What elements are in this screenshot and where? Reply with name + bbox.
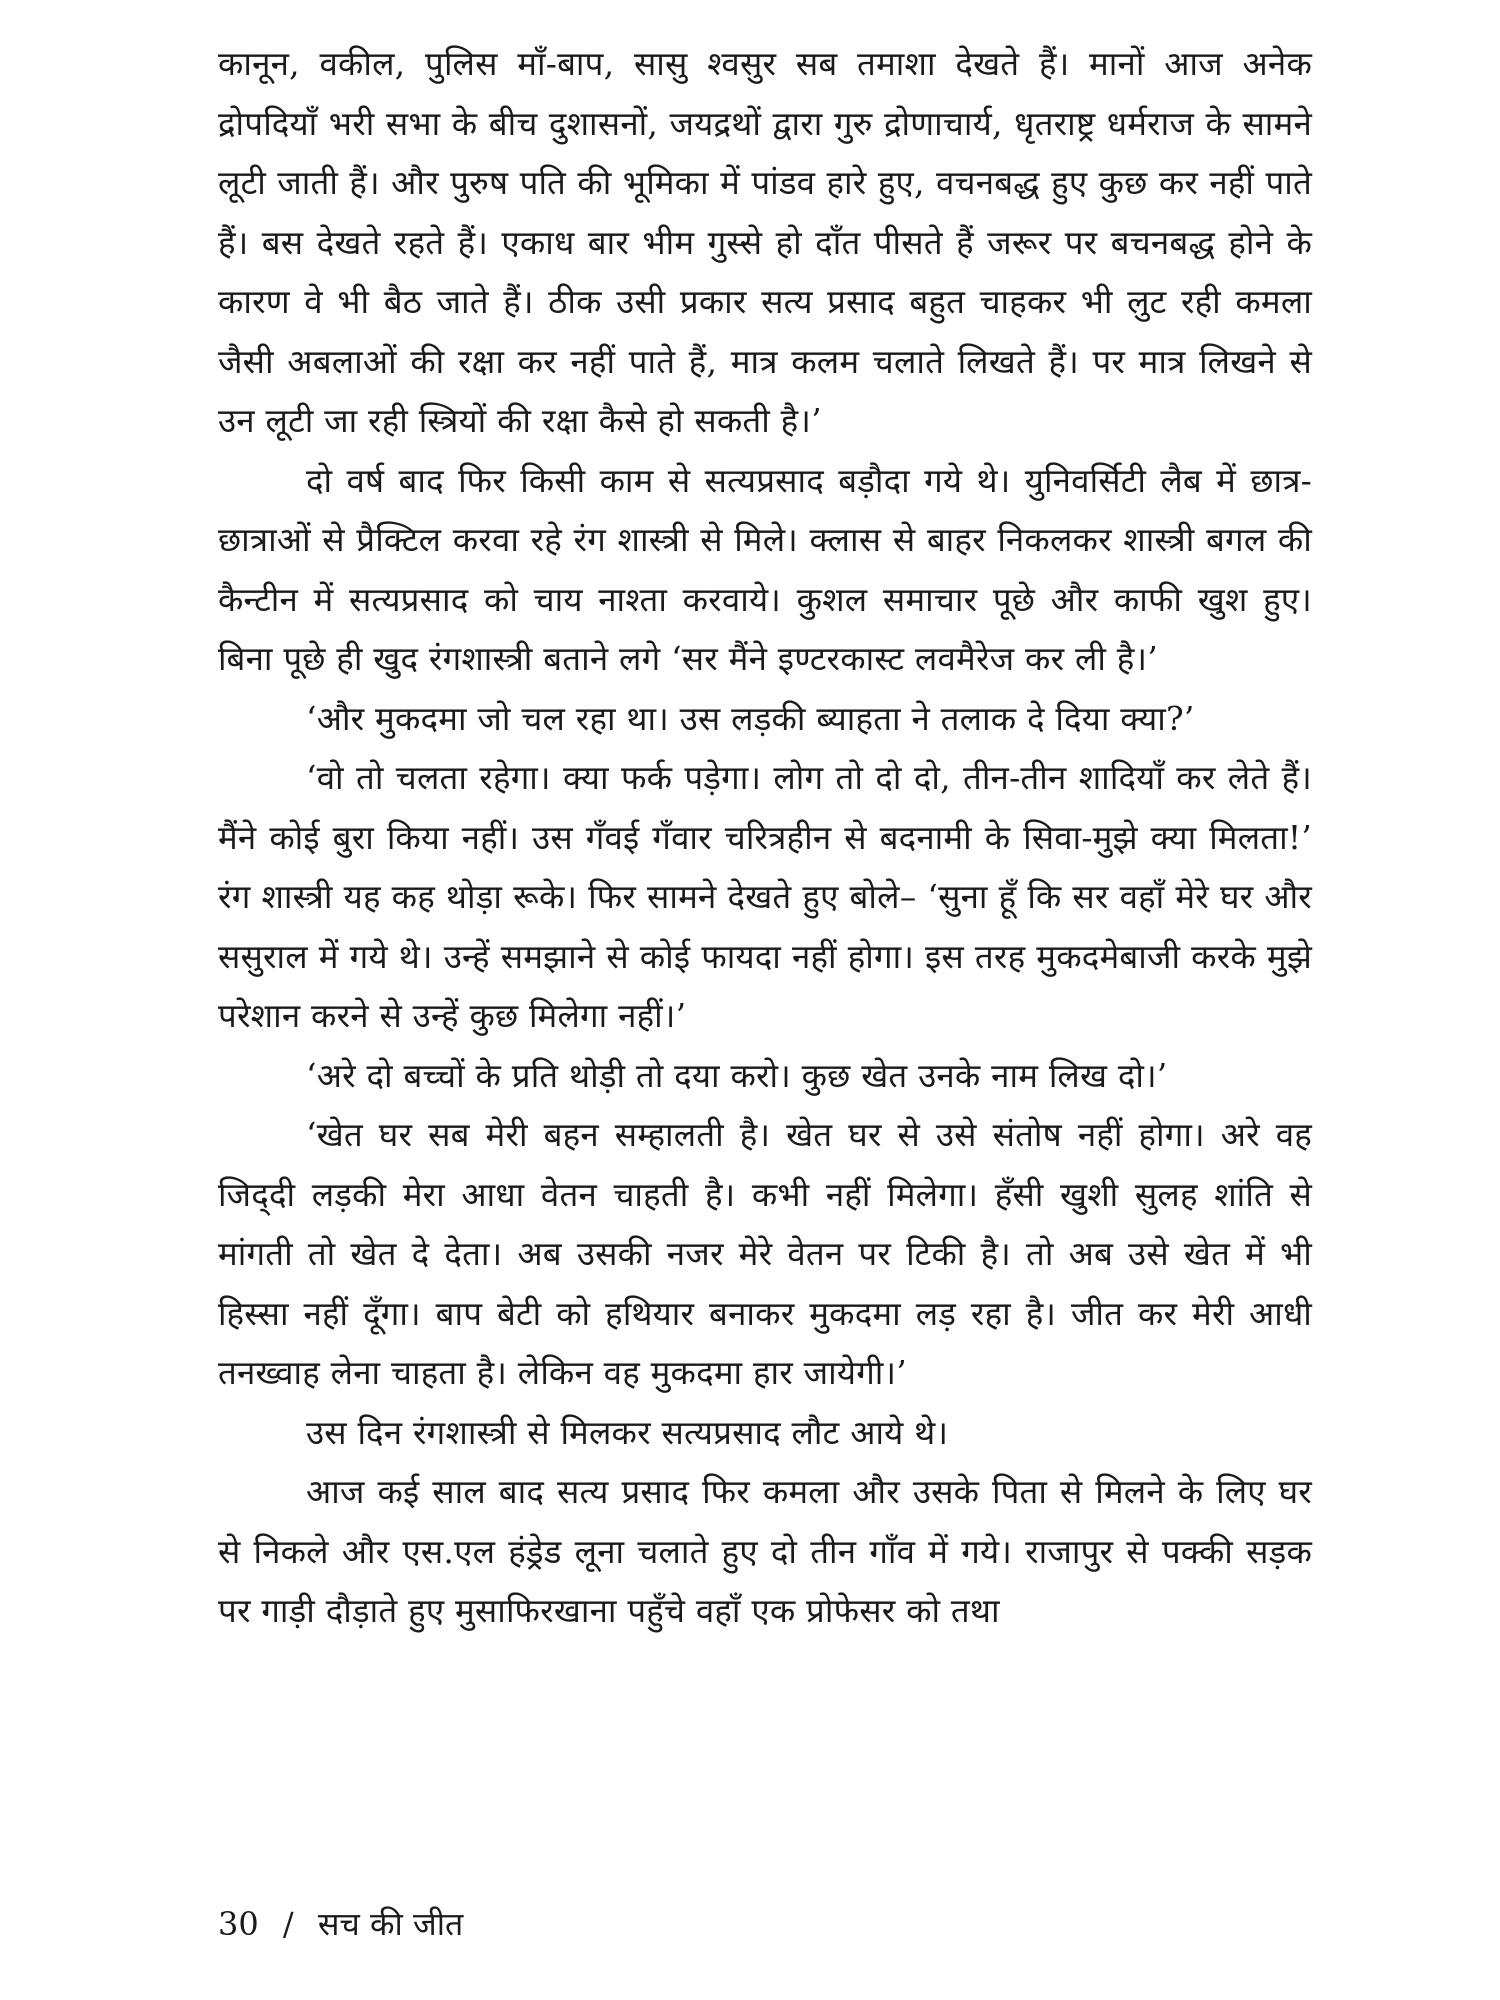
page-number: 30 <box>218 1905 259 1943</box>
dialogue-question-lawsuit: ‘और मुकदमा जो चल रहा था। उस लड़की ब्याहता ने तलाक दे दिया क्या?’ <box>306 698 1195 738</box>
paragraph-baroda-visit: दो वर्ष बाद फिर किसी काम से सत्यप्रसाद बड़ौदा गये थे। युनिवर्सिटी लैब में छात्र-छात्राओं से प्रैक्टिल करवा रहे रंग शास्त्री से मिले। क्लास से बाहर निकलकर शास्त्री बगल की कैन्टीन में सत्यप्रसाद को चाय नाश्ता करवाये। कुशल समाचार पूछे और काफी खुश हुए। बिना पूछे ही खुद रंगशास्त्री बताने लगे ‘सर मैंने इण्टरकास्ट लवमैरेज कर ली है।’ <box>218 460 1312 678</box>
paragraph-return: उस दिन रंगशास्त्री से मिलकर सत्यप्रसाद लौट आये थे। <box>306 1412 949 1452</box>
book-title: सच की जीत <box>317 1905 464 1943</box>
footer-separator: / <box>282 1905 294 1943</box>
dialogue-reply-shastri: ‘वो तो चलता रहेगा। क्या फर्क पड़ेगा। लोग तो दो दो, तीन-तीन शादियाँ कर लेते हैं। मैंने कोई बुरा किया नहीं। उस गँवई गँवार चरित्रहीन से बदनामी के सिवा-मुझे क्या मिलता!’ रंग शास्त्री यह कह थोड़ा रूके। फिर सामने देखते हुए बोले– ‘सुना हूँ कि सर वहाँ मेरे घर और ससुराल में गये थे। उन्हें समझाने से कोई फायदा नहीं होगा। इस तरह मुकदमेबाजी करके मुझे परेशान करने से उन्हें कुछ मिलेगा नहीं।’ <box>218 758 1312 1035</box>
body-text <box>218 34 1312 1641</box>
dialogue-plea-children: ‘अरे दो बच्चों के प्रति थोड़ी तो दया करो। कुछ खेत उनके नाम लिख दो।’ <box>306 1055 1168 1095</box>
paragraph-continuation: कानून, वकील, पुलिस माँ-बाप, सासु श्वसुर सब तमाशा देखते हैं। मानों आज अनेक द्रोपदियाँ भरी सभा के बीच दुशासनों, जयद्रथों द्वारा गुरु द्रोणाचार्य, धृतराष्ट्र धर्मराज के सामने लूटी जाती हैं। और पुरुष पति की भूमिका में पांडव हारे हुए, वचनबद्ध हुए कुछ कर नहीं पाते हैं। बस देखते रहते हैं। एकाध बार भीम गुस्से हो दाँत पीसते हैं जरूर पर बचनबद्ध होने के कारण वे भी बैठ जाते हैं। ठीक उसी प्रकार सत्य प्रसाद बहुत चाहकर भी लुट रही कमला जैसी अबलाओं की रक्षा कर नहीं पाते हैं, मात्र कलम चलाते लिखते हैं। पर मात्र लिखने से उन लूटी जा रही स्त्रियों की रक्षा कैसे हो सकती है।’ <box>218 44 1312 440</box>
dialogue-reply-land: ‘खेत घर सब मेरी बहन सम्हालती है। खेत घर से उसे संतोष नहीं होगा। अरे वह जिद्‌दी लड़की मेरा आधा वेतन चाहती है। कभी नहीं मिलेगा। हँसी खुशी सुलह शांति से मांगती तो खेत दे देता। अब उसकी नजर मेरे वेतन पर टिकी है। तो अब उसे खेत में भी हिस्सा नहीं दूँगा। बाप बेटी को हथियार बनाकर मुकदमा लड़ रहा है। जीत कर मेरी आधी तनख्वाह लेना चाहता है। लेकिन वह मुकदमा हार जायेगी।’ <box>218 1115 1312 1392</box>
paragraph-years-later: आज कई साल बाद सत्य प्रसाद फिर कमला और उसके पिता से मिलने के लिए घर से निकले और एस.एल हंड्रेड लूना चलाते हुए दो तीन गाँव में गये। राजापुर से पक्की सड़क पर गाड़ी दौड़ाते हुए मुसाफिरखाना पहुँचे वहाँ एक प्रोफेसर को तथा <box>218 1472 1312 1630</box>
page-footer <box>218 1904 463 1944</box>
